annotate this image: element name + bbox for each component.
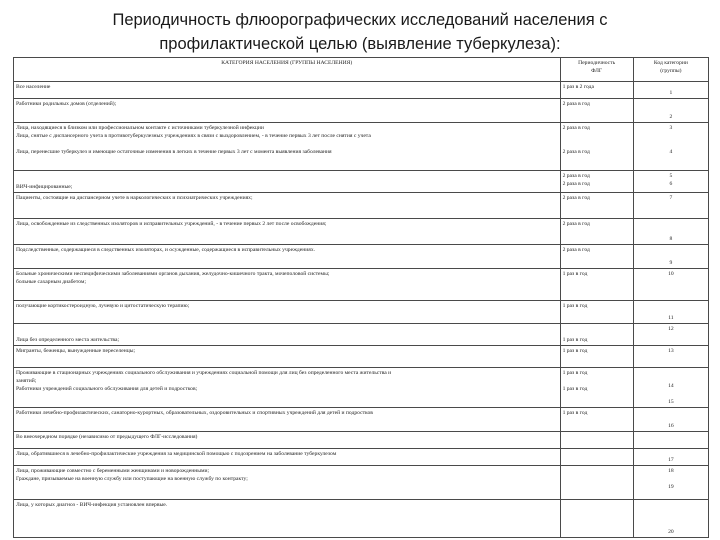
periodicity-cell [560, 171, 633, 193]
table-row [14, 171, 709, 193]
header-periodicity [560, 58, 633, 82]
table-row [14, 324, 709, 346]
periodicity-cell: 1 раз в год [560, 346, 633, 368]
code-cell: 17 [633, 449, 708, 466]
category-cell: Работники родильных домов (отделений); [14, 99, 561, 123]
table-row [14, 123, 709, 171]
table-row [14, 408, 709, 432]
periodicity-cell: 2 раза в год [560, 99, 633, 123]
code-cell: 10 [633, 269, 708, 301]
category-line: больные сахарным диабетом; [16, 279, 87, 285]
header-code-line-2: (группы) [660, 68, 682, 74]
category-cell: Работники лечебно-профилактических, санаторно-курортных, образовательных, оздоровительных и спортивных учреждений для детей и подростков [14, 408, 561, 432]
category-line: Проживающие в стационарных учреждениях социального обслуживания и учреждениях социальной помощи для лиц без определенного места жительства и [16, 370, 392, 376]
header-code-line-1: Код категории [653, 60, 688, 66]
code-line: 3 [669, 125, 673, 131]
periodicity-cell: 1 раз в год [560, 269, 633, 301]
periodicity-cell: 2 раза в год [560, 219, 633, 245]
table-row [14, 301, 709, 324]
category-line: Лица, находящиеся в близком или профессиональном контакте с источниками туберкулезной инфекции [16, 125, 264, 131]
category-cell: получающие кортикостероидную, лучевую и цитостатическую терапию; [14, 301, 561, 324]
periodicity-cell: 1 раз в год [560, 408, 633, 432]
code-line: 4 [669, 149, 673, 155]
code-cell: 9 [633, 245, 708, 269]
code-cell [633, 466, 708, 500]
periodicity-cell: 2 раза в год [560, 245, 633, 269]
periodicity-cell: 1 раз в год [560, 324, 633, 346]
periodicity-cell: 2 раза в год [560, 193, 633, 219]
periodicity-cell [560, 368, 633, 408]
periodicity-cell: 1 раз в год [560, 301, 633, 324]
header-periodicity-line-1: Периодичность [578, 60, 616, 66]
table-row [14, 449, 709, 466]
code-cell [633, 171, 708, 193]
table-row [14, 269, 709, 301]
header-code [633, 58, 708, 82]
code-cell: 2 [633, 99, 708, 123]
category-cell [14, 123, 561, 171]
table-row [14, 245, 709, 269]
category-line: Лица, снятые с диспансерного учета в противотуберкулезных учреждениях в связи с выздоровлением, - в течение первых 3 лет после снятия с учета [16, 133, 371, 139]
category-cell: Подследственные, содержащиеся в следственных изоляторах, и осужденные, содержащиеся в исправительных учреждениях. [14, 245, 561, 269]
code-line: 15 [668, 399, 674, 405]
code-cell: 13 [633, 346, 708, 368]
category-cell: Во внеочередном порядке (независимо от предыдущего ФЛГ-исследования) [14, 432, 561, 449]
code-line: 18 [668, 468, 674, 474]
category-cell: Лица, у которых диагноз - ВИЧ-инфекция установлен впервые. [14, 500, 561, 538]
category-line: Работники учреждений социального обслуживания для детей и подростков; [16, 386, 198, 392]
category-cell: Все население [14, 82, 561, 99]
table-row [14, 368, 709, 408]
code-cell [633, 368, 708, 408]
table-row [14, 432, 709, 449]
periodicity-cell [560, 123, 633, 171]
code-line: 6 [669, 181, 673, 187]
table-row [14, 99, 709, 123]
category-cell [14, 269, 561, 301]
code-line: 14 [668, 383, 674, 389]
category-line: Лица, перенесшие туберкулез и имеющие остаточные изменения в легких в течение первых 3 лет с момента выявления заболевания [16, 149, 332, 155]
code-cell: 12 [633, 324, 708, 346]
code-cell: 20 [633, 500, 708, 538]
header-periodicity-line-2: ФЛГ [591, 68, 603, 74]
periodicity-table [13, 57, 709, 538]
category-cell: Лица, обратившиеся в лечебно-профилактические учреждения за медицинской помощью с подозрением на заболевание туберкулезом [14, 449, 561, 466]
periodicity-line: 1 раз в год [562, 386, 588, 392]
table-row [14, 219, 709, 245]
code-cell [633, 123, 708, 171]
title-line-2: профилактической целью (выявление туберкулеза): [159, 35, 561, 53]
periodicity-line: 2 раза в год [562, 181, 590, 187]
category-line: ВИЧ-инфицированные; [16, 184, 73, 190]
category-cell [14, 466, 561, 500]
code-cell: 8 [633, 219, 708, 245]
periodicity-cell [560, 466, 633, 500]
category-line: Граждане, призываемые на военную службу или поступающие на военную службу по контракту; [16, 476, 248, 482]
code-line: 5 [669, 173, 673, 179]
code-line: 19 [668, 484, 674, 490]
category-line: занятий; [16, 378, 37, 384]
code-cell: 11 [633, 301, 708, 324]
table-row [14, 346, 709, 368]
table-header-row [14, 58, 709, 82]
code-cell [633, 432, 708, 449]
periodicity-cell [560, 500, 633, 538]
periodicity-line: 2 раза в год [562, 173, 590, 179]
category-cell: Пациенты, состоящие на диспансерном учете в наркологических и психиатрических учреждениях; [14, 193, 561, 219]
header-category: КАТЕГОРИЯ НАСЕЛЕНИЯ (ГРУППЫ НАСЕЛЕНИЯ) [14, 58, 561, 82]
category-line: Больные хроническими неспецифическими заболеваниями органов дыхания, желудочно-кишечного тракта, мочеполовой системы; [16, 271, 330, 277]
code-cell: 16 [633, 408, 708, 432]
periodicity-cell: 1 раз в 2 года [560, 82, 633, 99]
table-row [14, 466, 709, 500]
periodicity-line: 2 раза в год [562, 149, 590, 155]
table-row [14, 193, 709, 219]
category-cell [14, 368, 561, 408]
page-title [60, 8, 660, 56]
periodicity-cell [560, 449, 633, 466]
periodicity-line: 2 раза в год [562, 125, 590, 131]
category-cell: Лица, освобожденные из следственных изоляторов и исправительных учреждений, - в течение первых 2 лет после освобождения; [14, 219, 561, 245]
category-cell [14, 171, 561, 193]
table-row [14, 82, 709, 99]
category-line: Лица, проживающие совместно с беременными женщинами и новорожденными; [16, 468, 210, 474]
table-row [14, 500, 709, 538]
periodicity-cell [560, 432, 633, 449]
code-cell: 7 [633, 193, 708, 219]
code-cell: 1 [633, 82, 708, 99]
category-cell: Мигранты, беженцы, вынужденные переселенцы; [14, 346, 561, 368]
title-line-1: Периодичность флюорографических исследований населения с [112, 11, 608, 29]
category-cell: Лица без определенного места жительства; [14, 324, 561, 346]
periodicity-line: 1 раз в год [562, 370, 588, 376]
